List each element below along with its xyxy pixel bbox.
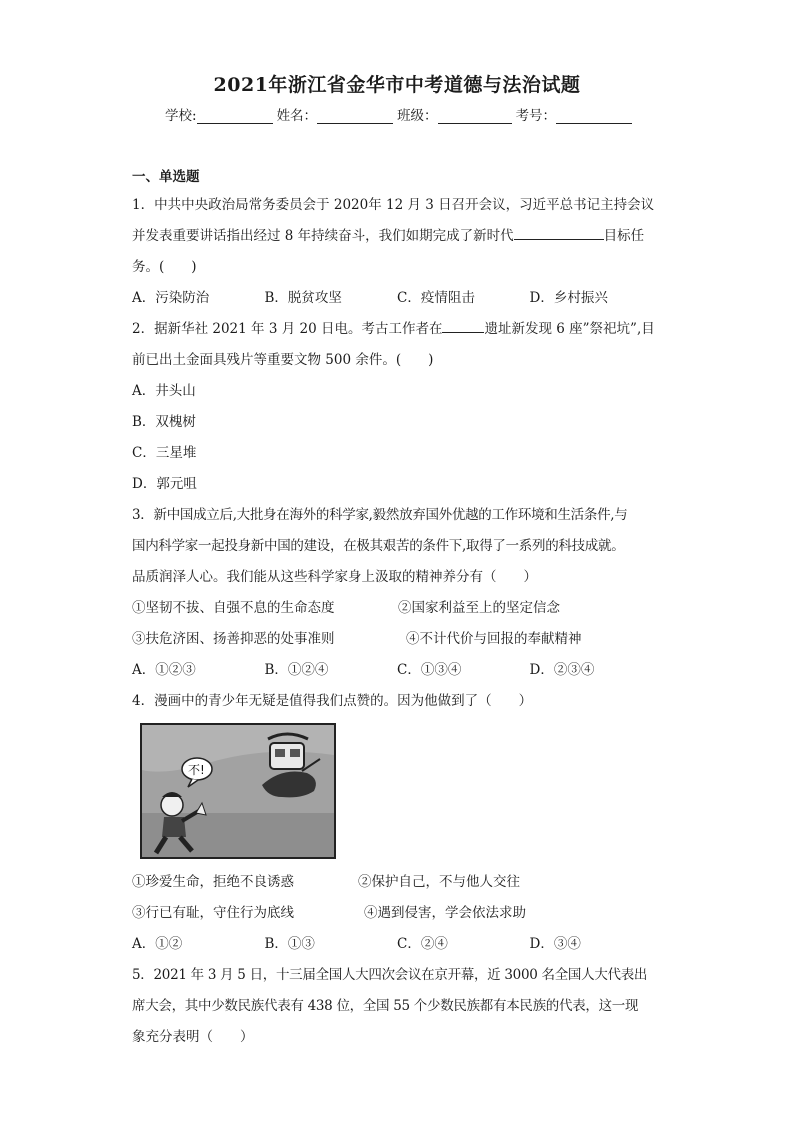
q4-item-2: ②保护自己，不与他人交往 [358, 874, 520, 890]
q4-item-3: ③行已有耻，守住行为底线 [132, 905, 294, 921]
q5-line3: 象充分表明（ ） [132, 1029, 254, 1045]
number-label: 考号： [515, 108, 557, 124]
section-heading: 一、单选题 [132, 169, 200, 185]
question-list [132, 164, 662, 1053]
q1-line2-tail: 目标任 [603, 228, 645, 244]
q5-line1: 5．2021 年 3 月 5 日，十三届全国人大四次会议在京开幕，近 3000 名全国人大代表出 [132, 967, 648, 983]
q4-item-4: ④遇到侵害，学会依法求助 [364, 905, 526, 921]
q1-line2-text: 并发表重要讲话指出经过 8 年持续奋斗，我们如期完成了新时代 [132, 228, 514, 244]
q1-line3: 务。( ) [132, 259, 197, 275]
q3-items-row2 [132, 624, 662, 655]
q3-item-3: ③扶危济困、扬善抑恶的处事准则 [132, 631, 335, 647]
q2-fill-blank [442, 320, 484, 333]
q3-item-4: ④不计代价与回报的奉献精神 [406, 631, 582, 647]
q4-options [132, 929, 662, 960]
q1-options [132, 283, 662, 314]
q4-option-d: D．③④ [529, 936, 581, 952]
q3-line2: 国内科学家一起投身新中国的建设，在极其艰苦的条件下,取得了一系列的科技成就。 [132, 538, 625, 554]
student-info-row [165, 104, 636, 124]
class-blank [438, 109, 512, 124]
q4-line1: 4．漫画中的青少年无疑是值得我们点赞的。因为他做到了（ ） [132, 693, 533, 709]
q2-line1-text: 2．据新华社 2021 年 3 月 20 日电。考古工作者在 [132, 321, 443, 337]
q1-fill-blank [514, 227, 604, 240]
q2-option-b: B．双槐树 [132, 414, 196, 430]
q1-option-d: D．乡村振兴 [529, 290, 608, 306]
q4-items-row2 [132, 898, 662, 929]
q3-option-c: C．①③④ [397, 662, 462, 678]
name-label: 姓名： [276, 108, 318, 124]
comic-image [140, 723, 336, 859]
name-blank [317, 109, 393, 124]
q3-option-a: A．①②③ [132, 662, 196, 678]
q4-option-b: B．①③ [264, 936, 315, 952]
q2-option-c: C．三星堆 [132, 445, 197, 461]
page-title: 2021年浙江省金华市中考道德与法治试题 [213, 74, 581, 96]
q2-line1-tail: 遗址新发现 6 座”祭祀坑”,目 [484, 321, 655, 337]
q2-option-a: A．井头山 [132, 383, 196, 399]
q3-options [132, 655, 662, 686]
school-label: 学校: [165, 108, 197, 124]
q2-option-d: D．郭元咀 [132, 476, 197, 492]
q1-line1: 1．中共中央政治局常务委员会于 2020年 12 月 3 日召开会议，习近平总书记主持会议 [132, 197, 655, 213]
q1-option-a: A．污染防治 [132, 290, 210, 306]
q4-item-1: ①珍爱生命，拒绝不良诱惑 [132, 874, 294, 890]
q1-line2 [132, 221, 662, 252]
q3-item-1: ①坚韧不拔、自强不息的生命态度 [132, 600, 335, 616]
q4-option-c: C．②④ [397, 936, 448, 952]
school-blank [197, 109, 273, 124]
q3-items-row1 [132, 593, 662, 624]
class-label: 班级： [397, 108, 438, 124]
q3-line3: 品质润泽人心。我们能从这些科学家身上汲取的精神养分有（ ） [132, 569, 537, 585]
q3-item-2: ②国家利益至上的坚定信念 [398, 600, 560, 616]
q4-option-a: A．①② [132, 936, 183, 952]
q1-option-b: B．脱贫攻坚 [264, 290, 342, 306]
number-blank [556, 109, 632, 124]
q2-line1 [132, 314, 662, 345]
q1-option-c: C．疫情阻击 [397, 290, 475, 306]
q5-line2: 席大会，其中少数民族代表有 438 位，全国 55 个少数民族都有本民族的代表，这一现 [132, 998, 639, 1014]
comic-bubble-text: 不! [188, 763, 205, 777]
q4-items-row1 [132, 867, 662, 898]
q3-line1: 3．新中国成立后,大批身在海外的科学家,毅然放弃国外优越的工作环境和生活条件,与 [132, 507, 628, 523]
q2-line2: 前已出土金面具残片等重要文物 500 余件。( ) [132, 352, 434, 368]
q3-option-d: D．②③④ [529, 662, 595, 678]
comic-illustration [142, 725, 334, 857]
q3-option-b: B．①②④ [264, 662, 329, 678]
